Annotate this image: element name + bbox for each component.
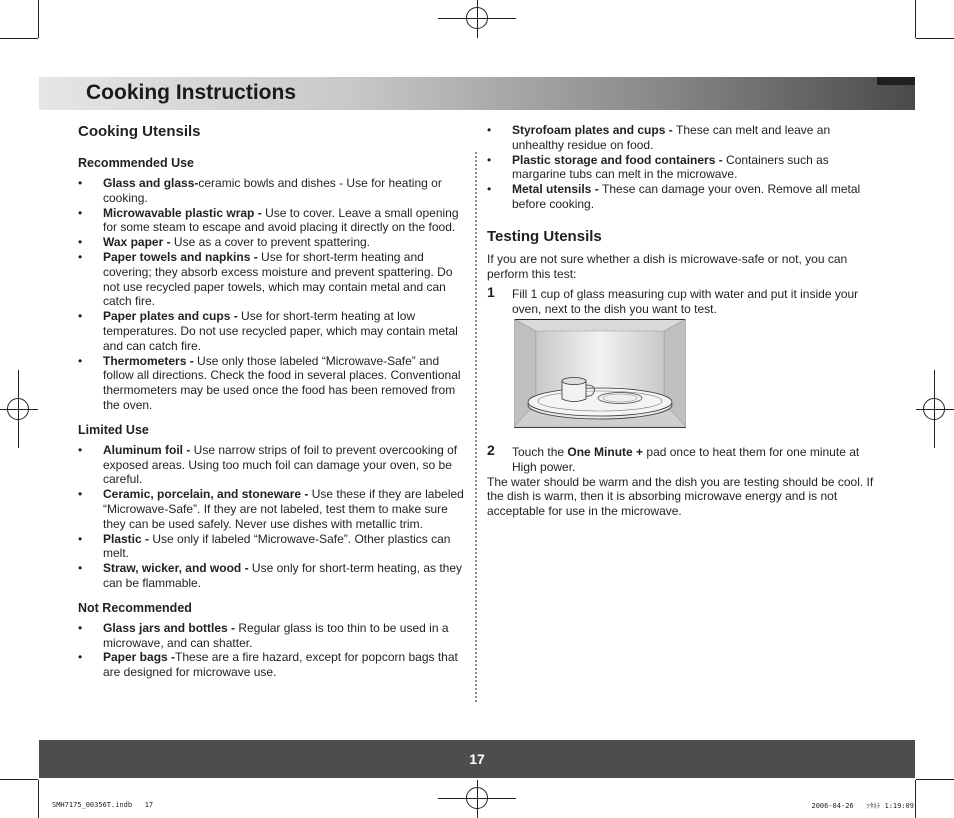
list-item [78,206,470,236]
list-item [78,443,470,487]
item-term: Paper bags - [103,650,176,665]
step-1 [487,284,879,317]
list-item [78,621,470,651]
page-number: 17 [469,751,485,767]
bullet: • [78,176,83,190]
section-title-cooking-utensils: Cooking Utensils [78,123,201,140]
registration-mark [466,787,488,809]
crop-mark [915,0,916,38]
testing-intro: If you are not sure whether a dish is microwave-safe or not, you can perform this test: [487,251,848,281]
bullet: • [78,353,83,368]
item-text: Use as a cover to prevent spattering. [173,235,371,250]
bullet: • [487,152,492,167]
list-item [78,532,470,562]
list-item [487,123,879,153]
list-item [78,561,470,591]
section-title-testing-utensils: Testing Utensils [487,227,602,245]
item-text: Use narrow strips of foil to prevent overcooking of exposed areas. Using too much foil can damage your oven, so be careful. [103,442,458,487]
bullet: • [78,249,83,264]
subsection-title-limited: Limited Use [78,422,149,437]
step-text-pre: Touch the [512,444,568,459]
item-term: Plastic storage and food containers - [512,152,727,167]
list-item [78,487,470,531]
item-text: Use for short-term heating at low temperatures. Do not use recycled paper, which may contain metal and can catch fire. [103,309,458,353]
registration-mark [466,7,488,29]
crop-mark [38,0,39,38]
step-keyword: One Minute + [567,444,644,459]
bullet: • [78,531,83,546]
list-item [78,176,470,206]
item-text: Use only those labeled “Microwave-Safe” and follow all directions. Check the food in several places. Conventional thermometers may be used once the food has been removed from the oven. [103,353,461,412]
left-column [78,123,470,680]
registration-mark [923,398,945,420]
bullet: • [78,561,83,576]
item-term: Aluminum foil - [103,442,194,457]
list-item [78,650,470,680]
item-text: These can melt and leave an unhealthy residue on food. [512,123,831,152]
item-term: Plastic - [103,531,153,546]
item-term: Paper plates and cups - [103,309,242,324]
list-item [487,153,879,183]
item-term: Thermometers - [103,353,198,368]
list-item [78,309,470,353]
bullet: • [78,620,83,635]
step-text: Fill 1 cup of glass measuring cup with water and put it inside your oven, next to the dish you want to test. [512,287,859,317]
crop-mark [0,779,38,780]
limited-list [78,443,470,591]
header-bar [39,77,915,110]
page-title: Cooking Instructions [86,81,296,104]
item-text: Regular glass is too thin to be used in a microwave, and can shatter. [103,620,449,650]
item-text: Use these if they are labeled “Microwave-Safe”. If they are not labeled, test them to make sure they can be used safely. Never use dishes with metallic trim. [103,487,464,531]
microwave-cup-illustration [514,319,686,428]
crop-mark [916,38,954,39]
bullet: • [78,487,83,502]
slug-right: 2006-04-26 ｿﾀﾈﾄ 1:19:09 [811,802,914,810]
item-text: Use only for short-term heating, as they can be flammable. [103,561,463,590]
item-text: Use to cover. Leave a small opening for some steam to escape and avoid placing it directly on the food. [103,205,459,235]
list-item [78,250,470,309]
item-term: Glass and glass- [103,176,199,190]
step-number: 1 [487,284,495,301]
item-term: Styrofoam plates and cups - [512,123,677,137]
not-recommended-list [78,621,470,680]
item-term: Wax paper - [103,235,174,250]
item-term: Paper towels and napkins - [103,249,262,264]
item-term: Ceramic, porcelain, and stoneware - [103,487,312,502]
item-term: Glass jars and bottles - [103,620,239,635]
step-text-post: pad once to heat them for one minute at High power. [512,444,860,474]
step-number: 2 [487,441,495,458]
list-item [78,235,470,250]
subsection-title-recommended: Recommended Use [78,156,195,170]
testing-conclusion: The water should be warm and the dish you are testing should be cool. If the dish is warm, then it is absorbing microwave energy and is not acceptable for use in the microwave. [487,474,874,519]
crop-mark [38,780,39,818]
bullet: • [487,182,492,197]
bullet: • [78,309,83,324]
item-text: Containers such as margarine tubs can melt in the microwave. [512,152,829,182]
crop-mark [916,779,954,780]
registration-mark [7,398,29,420]
bullet: • [78,442,83,457]
item-term: Straw, wicker, and wood - [103,561,252,576]
item-text: These are a fire hazard, except for popcorn bags that are designed for microwave use. [103,650,458,680]
list-item [487,182,879,212]
item-term: Microwavable plastic wrap - [103,205,266,220]
list-item [78,354,470,413]
crop-mark [0,38,38,39]
step-2 [487,441,879,475]
header-tab [877,77,915,85]
footer-bar [39,740,915,778]
slug-left: SMH7175_00356T.indb 17 [52,801,154,809]
item-text: Use for short-term heating and covering; they absorb excess moisture and prevent spattering. Do not use recycled paper towels, which may contain metal and can catch fire. [103,249,453,309]
column-divider [475,152,477,702]
crop-mark [915,780,916,818]
bullet: • [78,650,83,665]
subsection-title-not-recommended: Not Recommended [78,600,192,615]
bullet: • [78,205,83,220]
item-text: Use only if labeled “Microwave-Safe”. Other plastics can melt. [103,531,451,561]
item-term: Metal utensils - [512,182,603,197]
bullet: • [487,123,492,137]
item-text: These can damage your oven. Remove all metal before cooking. [512,182,861,211]
recommended-list [78,176,470,413]
not-recommended-list-continued [487,123,879,212]
bullet: • [78,235,83,250]
item-text: ceramic bowls and dishes - Use for heating or cooking. [103,176,442,205]
